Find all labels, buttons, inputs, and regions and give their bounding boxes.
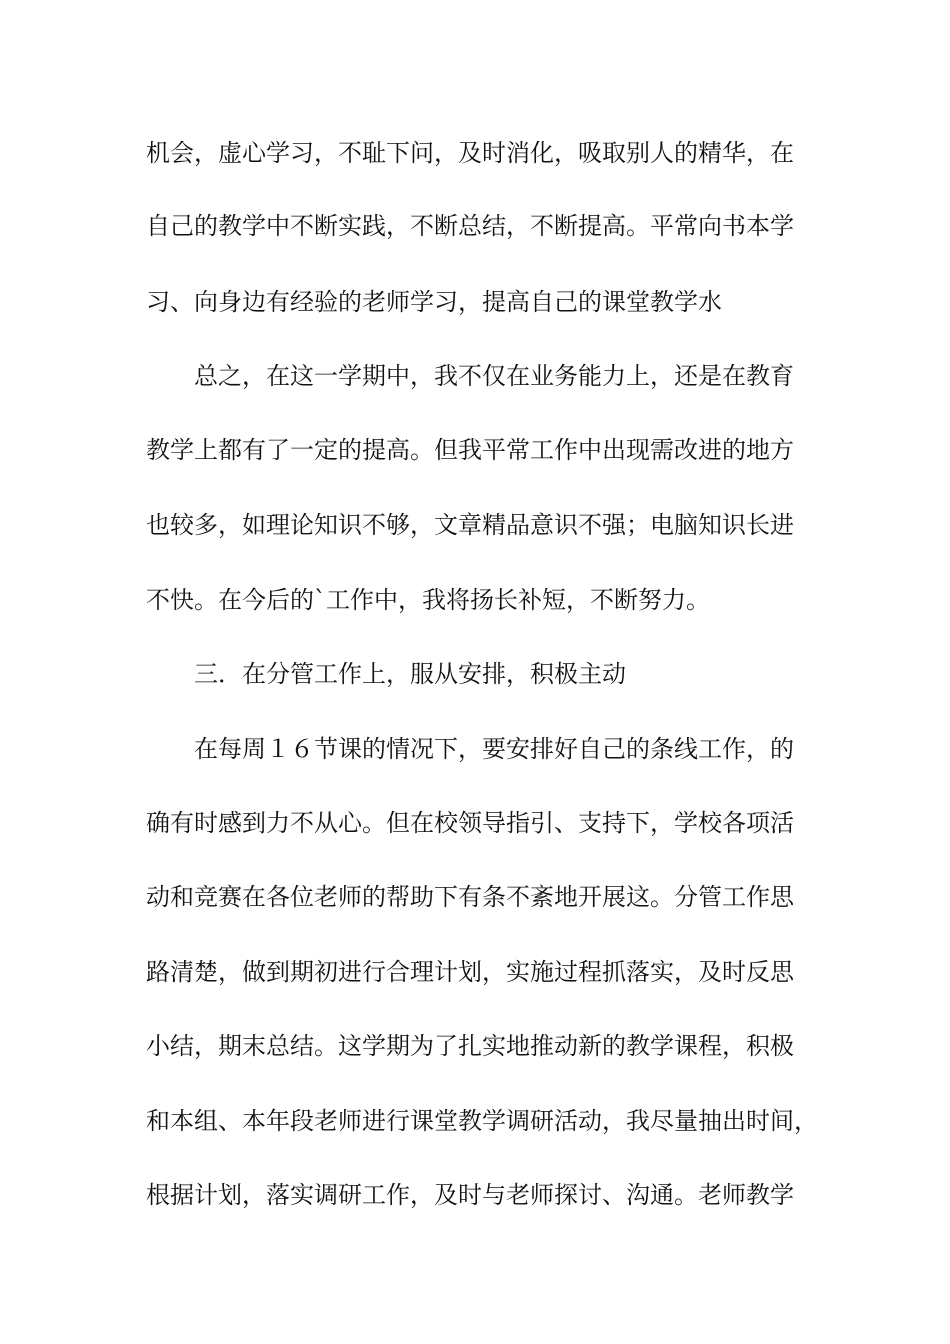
- text-line: 教学上都有了一定的提高。但我平常工作中出现需改进的地方: [146, 436, 794, 464]
- section-heading: 三．在分管工作上，服从安排，积极主动: [194, 660, 626, 688]
- text-line: 习、向身边有经验的老师学习，提高自己的课堂教学水: [146, 288, 722, 316]
- text-line: 动和竞赛在各位老师的帮助下有条不紊地开展这。分管工作思: [146, 883, 794, 911]
- text-line: 路清楚，做到期初进行合理计划，实施过程抓落实，及时反思: [146, 958, 794, 986]
- text-line: 自己的教学中不断实践，不断总结，不断提高。平常向书本学: [146, 212, 794, 240]
- text-line: 确有时感到力不从心。但在校领导指引、支持下，学校各项活: [146, 809, 794, 837]
- text-line: 根据计划，落实调研工作，及时与老师探讨、沟通。老师教学: [146, 1181, 794, 1209]
- paragraph-start-line: 在每周１６节课的情况下，要安排好自己的条线工作，的: [194, 735, 794, 763]
- text-line: 小结，期末总结。这学期为了扎实地推动新的教学课程，积极: [146, 1032, 794, 1060]
- text-line: 也较多，如理论知识不够，文章精品意识不强；电脑知识长进: [146, 511, 794, 539]
- text-line: 和本组、本年段老师进行课堂教学调研活动，我尽量抽出时间，: [146, 1107, 818, 1135]
- text-line: 不快。在今后的`工作中，我将扬长补短，不断努力。: [146, 586, 710, 614]
- text-line: 机会，虚心学习，不耻下问，及时消化，吸取别人的精华，在: [146, 139, 794, 167]
- paragraph-start-line: 总之，在这一学期中，我不仅在业务能力上，还是在教育: [194, 362, 794, 390]
